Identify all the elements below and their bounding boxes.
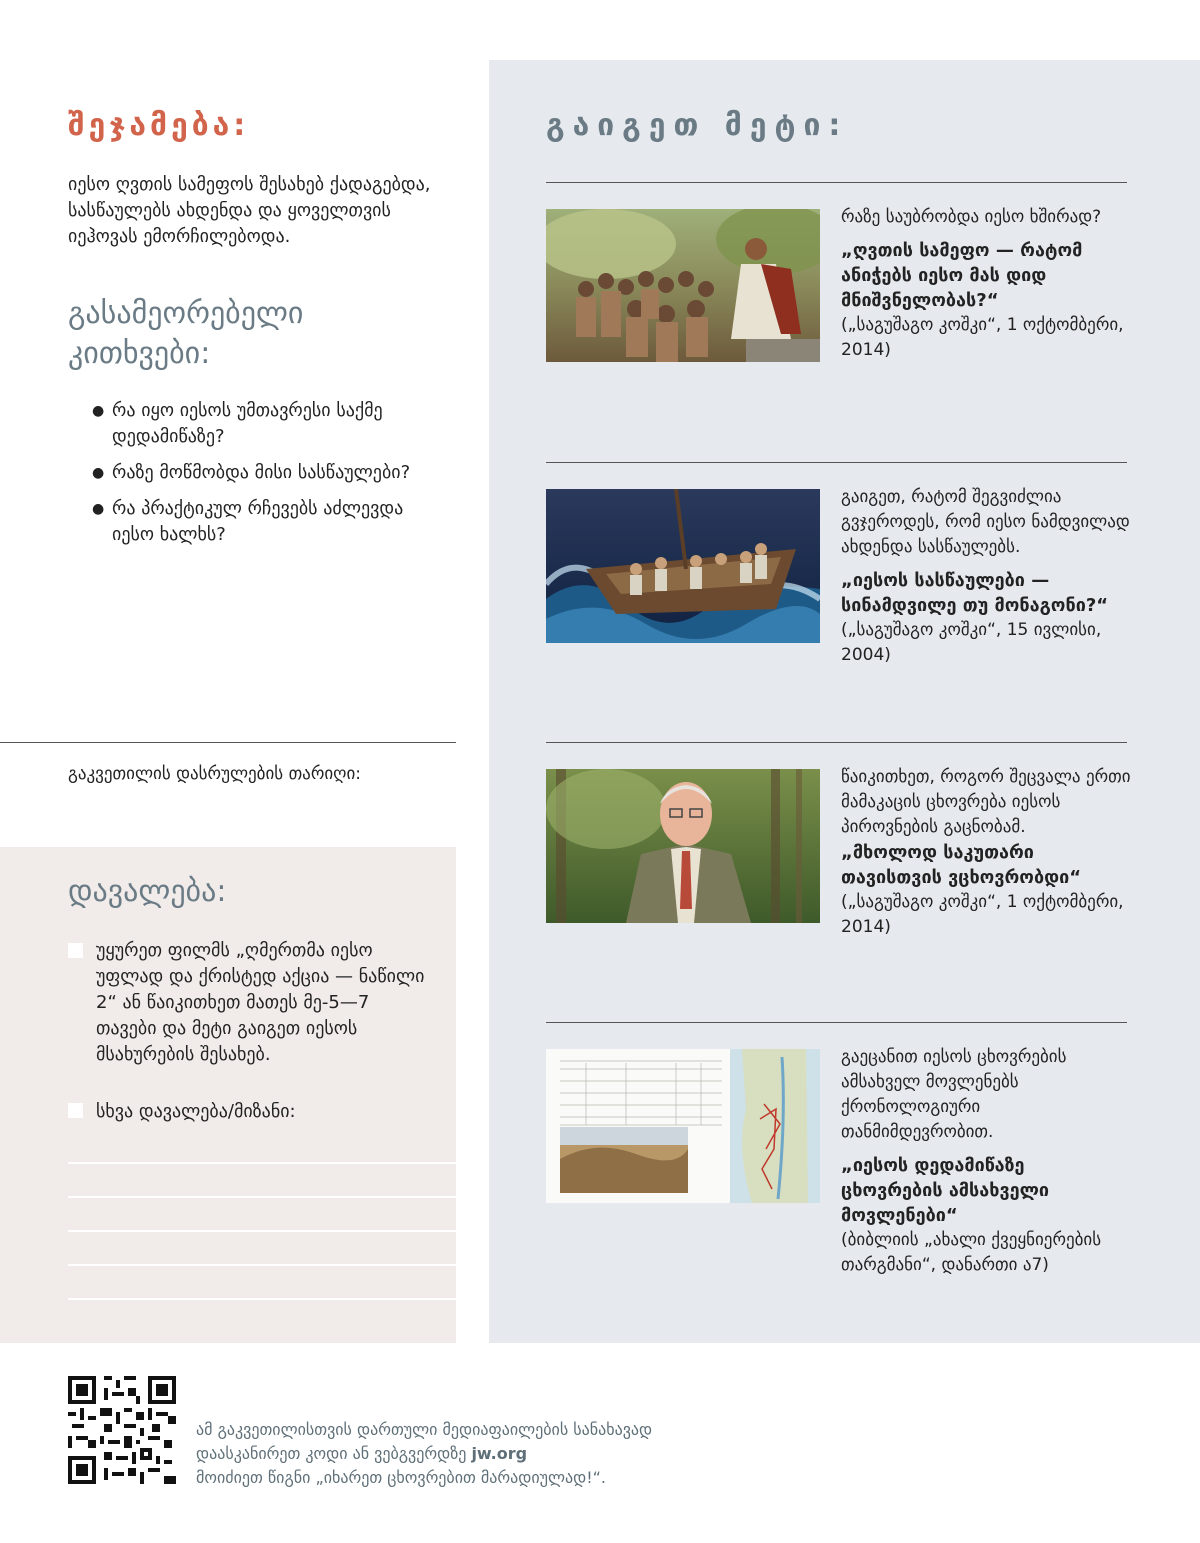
site-link[interactable]: jw.org	[471, 1444, 528, 1463]
write-line[interactable]	[68, 1196, 456, 1198]
bullet-icon: ●	[92, 465, 105, 481]
task-checkbox[interactable]	[68, 943, 83, 958]
write-line[interactable]	[68, 1264, 456, 1266]
divider	[546, 742, 1127, 743]
task-text: სხვა დავალება/მიზანი:	[96, 1101, 296, 1122]
write-line[interactable]	[68, 1162, 456, 1164]
task-checkbox[interactable]	[68, 1103, 83, 1118]
article-link[interactable]: „ღვთის სამეფო — რატომ ანიჭებს იესო მას დიდ მნიშვნელობას?“	[841, 240, 1083, 311]
article-link[interactable]: „იესოს სასწაულები — სინამდვილე თუ მონაგონი?“	[841, 570, 1109, 616]
summary-title: შეჯამება:	[68, 108, 250, 143]
article-link[interactable]: „მხოლოდ საკუთარი თავისთვის ვცხოვრობდი“	[841, 842, 1082, 888]
qr-code-icon[interactable]	[68, 1376, 176, 1484]
summary-text: იესო ღვთის სამეფოს შესახებ ქადაგებდა, სასწაულებს ახდენდა და ყოველთვის იეჰოვას ემორჩილებოდა.	[68, 174, 431, 247]
bullet-icon: ●	[92, 501, 105, 517]
assignment-title: დავალება:	[68, 874, 227, 909]
divider	[0, 742, 456, 743]
review-question: ● რა პრაქტიკულ რჩევებს აძლევდა იესო ხალხს?	[92, 498, 404, 545]
man-portrait-image[interactable]	[546, 769, 820, 923]
task-text: უყურეთ ფილმს „ღმერთმა იესო უფლად და ქრისტედ აქცია — ნაწილი 2“ ან წაიკითხეთ მათეს მე-5—7 თავები და მეტი გაიგეთ იესოს მსახურების შესახებ.	[96, 940, 425, 1065]
learn-more-item: გაიგეთ, რატომ შეგვიძლია გვჯეროდეს, რომ იესო ნამდვილად ახდენდა სასწაულებს. „იესოს სასწაულები — სინამდვილე თუ მონაგონი?“ („საგუშაგო კოშკი“, 15 ივლისი, 2004)	[841, 487, 1130, 665]
learn-more-item: რაზე საუბრობდა იესო ხშირად? „ღვთის სამეფო — რატომ ანიჭებს იესო მას დიდ მნიშვნელობას?“ („საგუშაგო კოშკი“, 1 ოქტომბერი, 2014)	[841, 205, 1131, 363]
review-questions-list	[92, 398, 412, 558]
jesus-teaching-image[interactable]	[546, 209, 820, 362]
learn-more-item: გაეცანით იესოს ცხოვრების ამსახველ მოვლენებს ქრონოლოგიური თანმიმდევრობით. „იესოს დედამიწაზე ცხოვრების ამსახველი მოვლენები“ (ბიბლიის „ახალი ქვეყნიერების თარგმანი“, დანართი ა7)	[841, 1045, 1131, 1278]
footer-text: ამ გაკვეთილისთვის დართული მედიაფაილების სანახავად დაასკანირეთ კოდი ან ვებგვერდზე jw.org მოიძიეთ წიგნი „იხარეთ ცხოვრებით მარადიულად!“.	[196, 1420, 653, 1487]
completion-date-label: გაკვეთილის დასრულების თარიღი:	[68, 764, 362, 784]
review-question: ● რაზე მოწმობდა მისი სასწაულები?	[92, 460, 412, 486]
divider	[546, 1022, 1127, 1023]
boat-storm-image[interactable]	[546, 489, 820, 643]
divider	[546, 182, 1127, 183]
review-title: გასამეორებელი კითხვები:	[68, 296, 304, 371]
divider	[546, 462, 1127, 463]
bullet-icon: ●	[92, 403, 105, 419]
write-line[interactable]	[68, 1298, 456, 1300]
review-question: ● რა იყო იესოს უმთავრესი საქმე დედამიწაზე?	[92, 400, 383, 447]
assignment-panel	[0, 847, 456, 1343]
learn-more-title: გაიგეთ მეტი:	[546, 108, 849, 143]
write-line[interactable]	[68, 1230, 456, 1232]
learn-more-item: წაიკითხეთ, როგორ შეცვალა ერთი მამაკაცის ცხოვრება იესოს პიროვნების გაცნობამ. „მხოლოდ საკუთარი თავისთვის ვცხოვრობდი“ („საგუშაგო კოშკი“, 1 ოქტომბერი, 2014)	[841, 767, 1131, 937]
article-link[interactable]: „იესოს დედამიწაზე ცხოვრების ამსახველი მოვლენები“	[841, 1155, 1050, 1226]
timeline-map-image[interactable]	[546, 1049, 820, 1203]
